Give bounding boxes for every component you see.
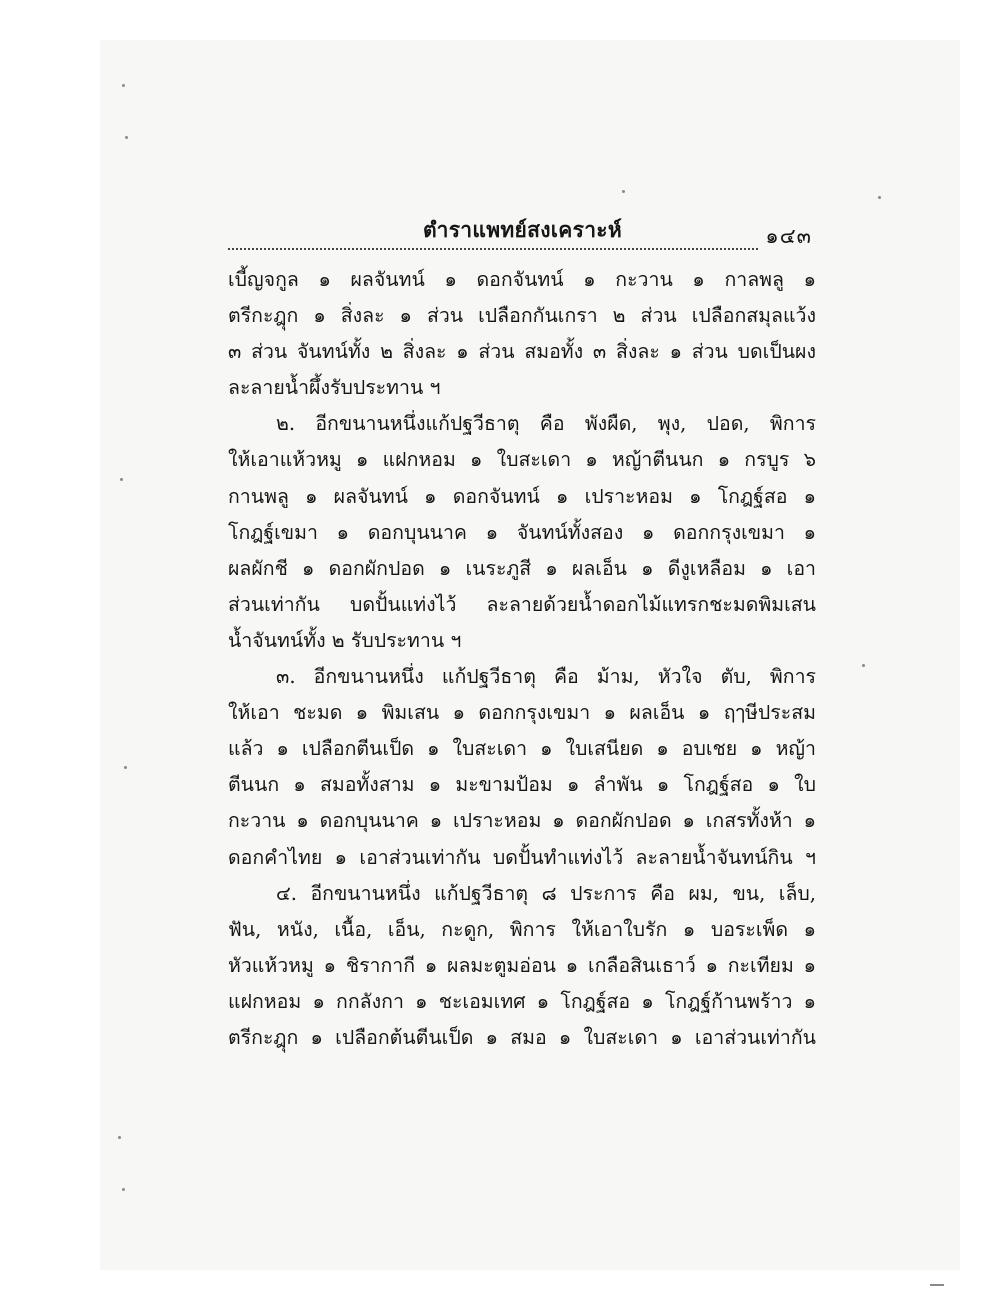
text-line: ตรีกะฎุก ๑ เปลือกต้นตีนเป็ด ๑ สมอ ๑ ใบสะเดา ๑ เอาส่วนเท่ากัน [228, 1025, 816, 1049]
text-line: ๒. อีกขนานหนึ่งแก้ปฐวีธาตุ คือ พังผืด, พุง, ปอด, พิการ [276, 412, 816, 436]
text-line: กานพลู ๑ ผลจันทน์ ๑ ดอกจันทน์ ๑ เปราะหอม ๑ โกฎฐ์สอ ๑ [228, 484, 816, 508]
text-line: แฝกหอม ๑ กกลังกา ๑ ชะเอมเทศ ๑ โกฎฐ์สอ ๑ โกฎฐ์ก้านพร้าว ๑ [228, 989, 816, 1013]
body-text [228, 262, 816, 1056]
text-line: ๓ ส่วน จันทน์ทั้ง ๒ สิ่งละ ๑ ส่วน สมอทั้ง ๓ สิ่งละ ๑ ส่วน บดเป็นผง [228, 340, 816, 364]
header-dotted-rule [228, 248, 758, 250]
text-line: ผลผักชี ๑ ดอกผักปอด ๑ เนระภูสี ๑ ผลเอ็น ๑ ดีงูเหลือม ๑ เอา [228, 556, 816, 580]
text-line: ดอกคำไทย ๑ เอาส่วนเท่ากัน บดปั้นทำแท่งไว้ ละลายน้ำจันทน์กิน ฯ [228, 845, 816, 869]
text-line: ฟัน, หนัง, เนื้อ, เอ็น, กะดูก, พิการ ให้เอาใบรัก ๑ บอระเพ็ด ๑ [228, 917, 816, 941]
text-line: ตรีกะฎุก ๑ สิ่งละ ๑ ส่วน เปลือกกันเกรา ๒ ส่วน เปลือกสมุลแว้ง [228, 304, 816, 328]
text-line: ละลายน้ำผึ้งรับประทาน ฯ [228, 376, 441, 400]
text-line: เบี้ญจกูล ๑ ผลจันทน์ ๑ ดอกจันทน์ ๑ กะวาน ๑ กาลพลู ๑ [228, 268, 816, 291]
text-line: ให้เอาแห้วหมู ๑ แฝกหอม ๑ ใบสะเดา ๑ หญ้าตีนนก ๑ กรบูร ๖ [228, 448, 816, 472]
text-line: กะวาน ๑ ดอกบุนนาค ๑ เปราะหอม ๑ ดอกผักปอด ๑ เกสรทั้งห้า ๑ [228, 809, 816, 833]
page-number: ๑๔๓ [765, 224, 812, 248]
text-line: ตีนนก ๑ สมอทั้งสาม ๑ มะขามป้อม ๑ ลำพัน ๑ โกฎฐ์สอ ๑ ใบ [228, 773, 816, 797]
text-line: แล้ว ๑ เปลือกตีนเป็ด ๑ ใบสะเดา ๑ ใบเสนียด ๑ อบเชย ๑ หญ้า [228, 737, 816, 761]
running-title: ตำราแพทย์สงเคราะห์ [423, 217, 623, 242]
text-line: หัวแห้วหมู ๑ ชิรากากี ๑ ผลมะตูมอ่อน ๑ เกลือสินเธาว์ ๑ กะเทียม ๑ [228, 953, 816, 977]
text-line: ให้เอา ชะมด ๑ พิมเสน ๑ ดอกกรุงเขมา ๑ ผลเอ็น ๑ ฤๅษีประสม [228, 701, 816, 725]
text-line: โกฎฐ์เขมา ๑ ดอกบุนนาค ๑ จันทน์ทั้งสอง ๑ ดอกกรุงเขมา ๑ [228, 520, 816, 544]
text-line: ส่วนเท่ากัน บดปั้นแท่งไว้ ละลายด้วยน้ำดอกไม้แทรกชะมดพิมเสน [228, 592, 816, 616]
text-line: น้ำจันทน์ทั้ง ๒ รับประทาน ฯ [228, 628, 462, 652]
running-header [228, 214, 816, 256]
text-line: ๔. อีกขนานหนึ่ง แก้ปฐวีธาตุ ๘ ประการ คือ ผม, ขน, เล็บ, [276, 881, 816, 905]
text-line: ๓. อีกขนานหนึ่ง แก้ปฐวีธาตุ คือ ม้าม, หัวใจ ตับ, พิการ [276, 665, 816, 689]
